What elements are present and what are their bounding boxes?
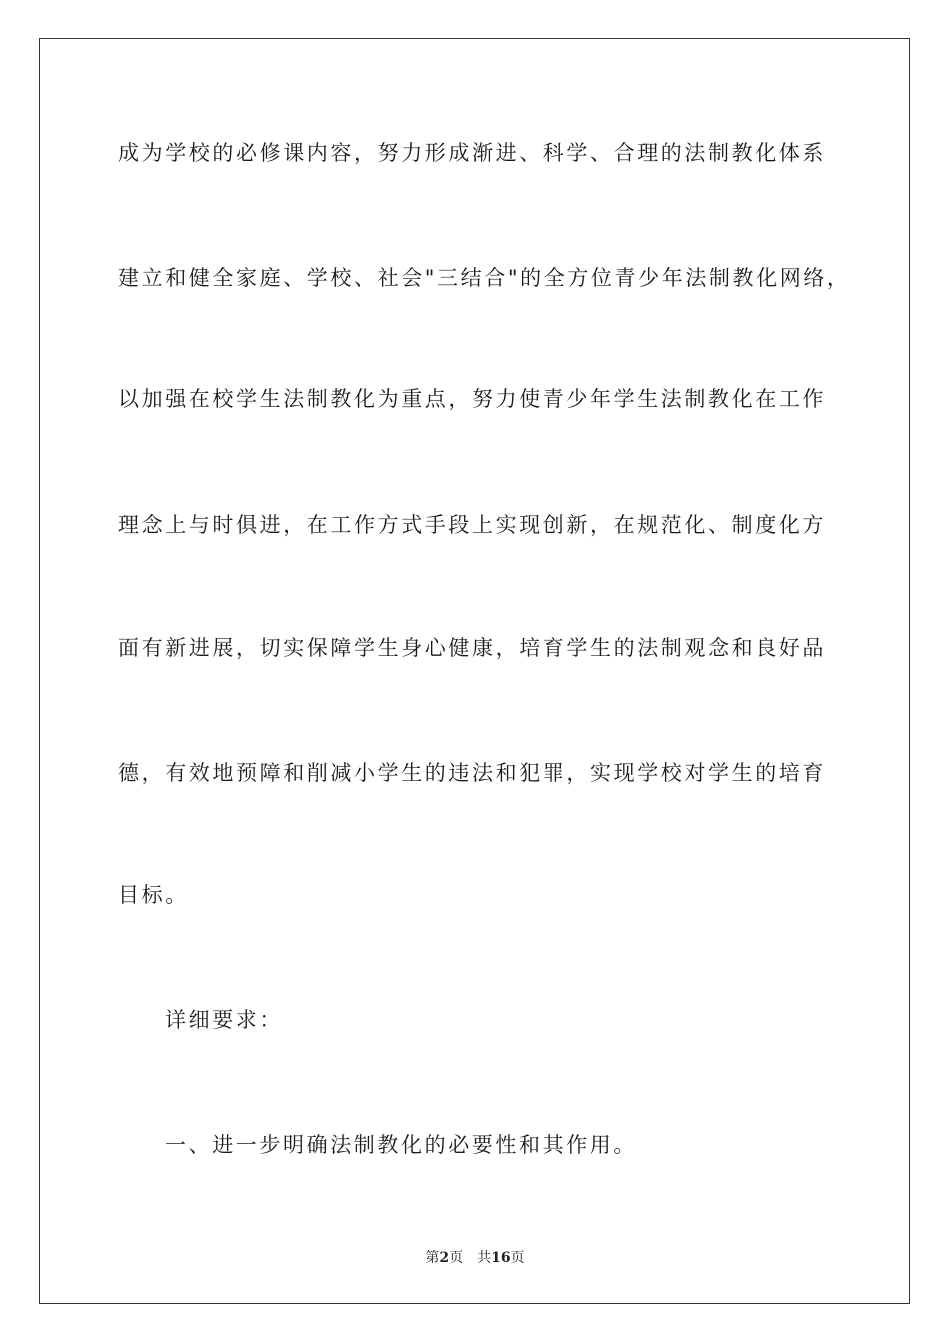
body-line-6: 德，有效地预障和削减小学生的违法和犯罪，实现学校对学生的培育 xyxy=(118,761,826,785)
subheading: 详细要求： xyxy=(165,1008,283,1032)
page-border xyxy=(39,38,910,1304)
body-line-4: 理念上与时俱进，在工作方式手段上实现创新，在规范化、制度化方 xyxy=(118,513,826,537)
body-line-1: 成为学校的必修课内容，努力形成渐进、科学、合理的法制教化体系 xyxy=(118,141,826,165)
body-line-2: 建立和健全家庭、学校、社会"三结合"的全方位青少年法制教化网络， xyxy=(118,266,851,290)
page-suffix: 页 xyxy=(449,1250,464,1266)
page-footer xyxy=(0,1247,950,1267)
total-prefix: 共 xyxy=(477,1250,492,1266)
body-line-5: 面有新进展，切实保障学生身心健康，培育学生的法制观念和良好品 xyxy=(118,636,826,660)
body-line-3: 以加强在校学生法制教化为重点，努力使青少年学生法制教化在工作 xyxy=(118,387,826,411)
body-line-7: 目标。 xyxy=(118,883,189,907)
section-heading: 一、进一步明确法制教化的必要性和其作用。 xyxy=(165,1133,637,1157)
page-prefix: 第 xyxy=(425,1250,440,1266)
page-number: 2 xyxy=(439,1250,450,1266)
total-suffix: 页 xyxy=(510,1250,525,1266)
total-pages: 16 xyxy=(491,1250,511,1266)
